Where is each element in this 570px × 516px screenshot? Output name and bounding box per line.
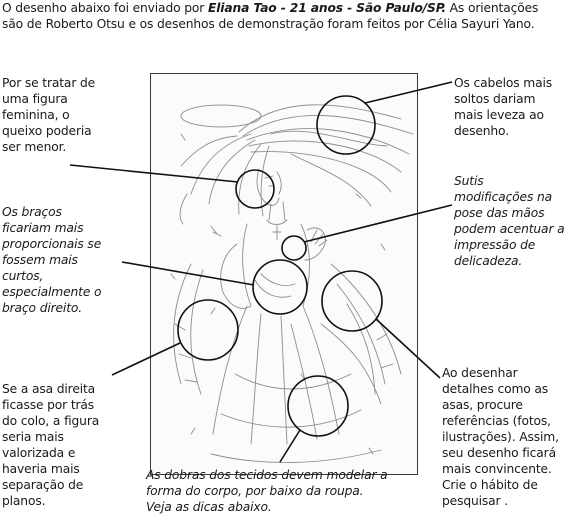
angel-drawing xyxy=(150,73,418,475)
author-credit: Eliana Tao - 21 anos - São Paulo/SP. xyxy=(207,1,446,15)
note-fabric: As dobras dos tecidos devem modelar a forma do corpo, por baixo da roupa. Veja as dicas abaixo. xyxy=(146,468,388,514)
note-hair: Os cabelos mais soltos dariam mais leveza ao desenho. xyxy=(454,76,553,138)
intro-line-1 xyxy=(2,0,568,16)
intro-line-2: são de Roberto Otsu e os desenhos de demonstração foram feitos por Célia Sayuri Yano. xyxy=(2,17,535,31)
note-chin: Por se tratar de uma figura feminina, o queixo poderia ser menor. xyxy=(2,76,96,154)
intro-prefix: O desenho abaixo foi enviado por xyxy=(2,1,208,15)
note-wing: Se a asa direita ficasse por trás do colo, a figura seria mais valorizada e haveria mais separação de planos. xyxy=(2,382,100,508)
sketch-illustration xyxy=(151,74,417,474)
intro-text xyxy=(2,0,568,32)
intro-suffix: As orientações xyxy=(445,1,539,15)
note-arms: Os braços ficariam mais proporcionais se fossem mais curtos, especialmente o braço direito. xyxy=(2,205,102,315)
note-references: Ao desenhar detalhes como as asas, procure referências (fotos, ilustrações). Assim, seu desenho ficará mais convincente. Crie o hábito de pesquisar . xyxy=(442,366,559,508)
note-hands: Sutis modificações na pose das mãos podem acentuar a impressão de delicadeza. xyxy=(454,174,565,268)
